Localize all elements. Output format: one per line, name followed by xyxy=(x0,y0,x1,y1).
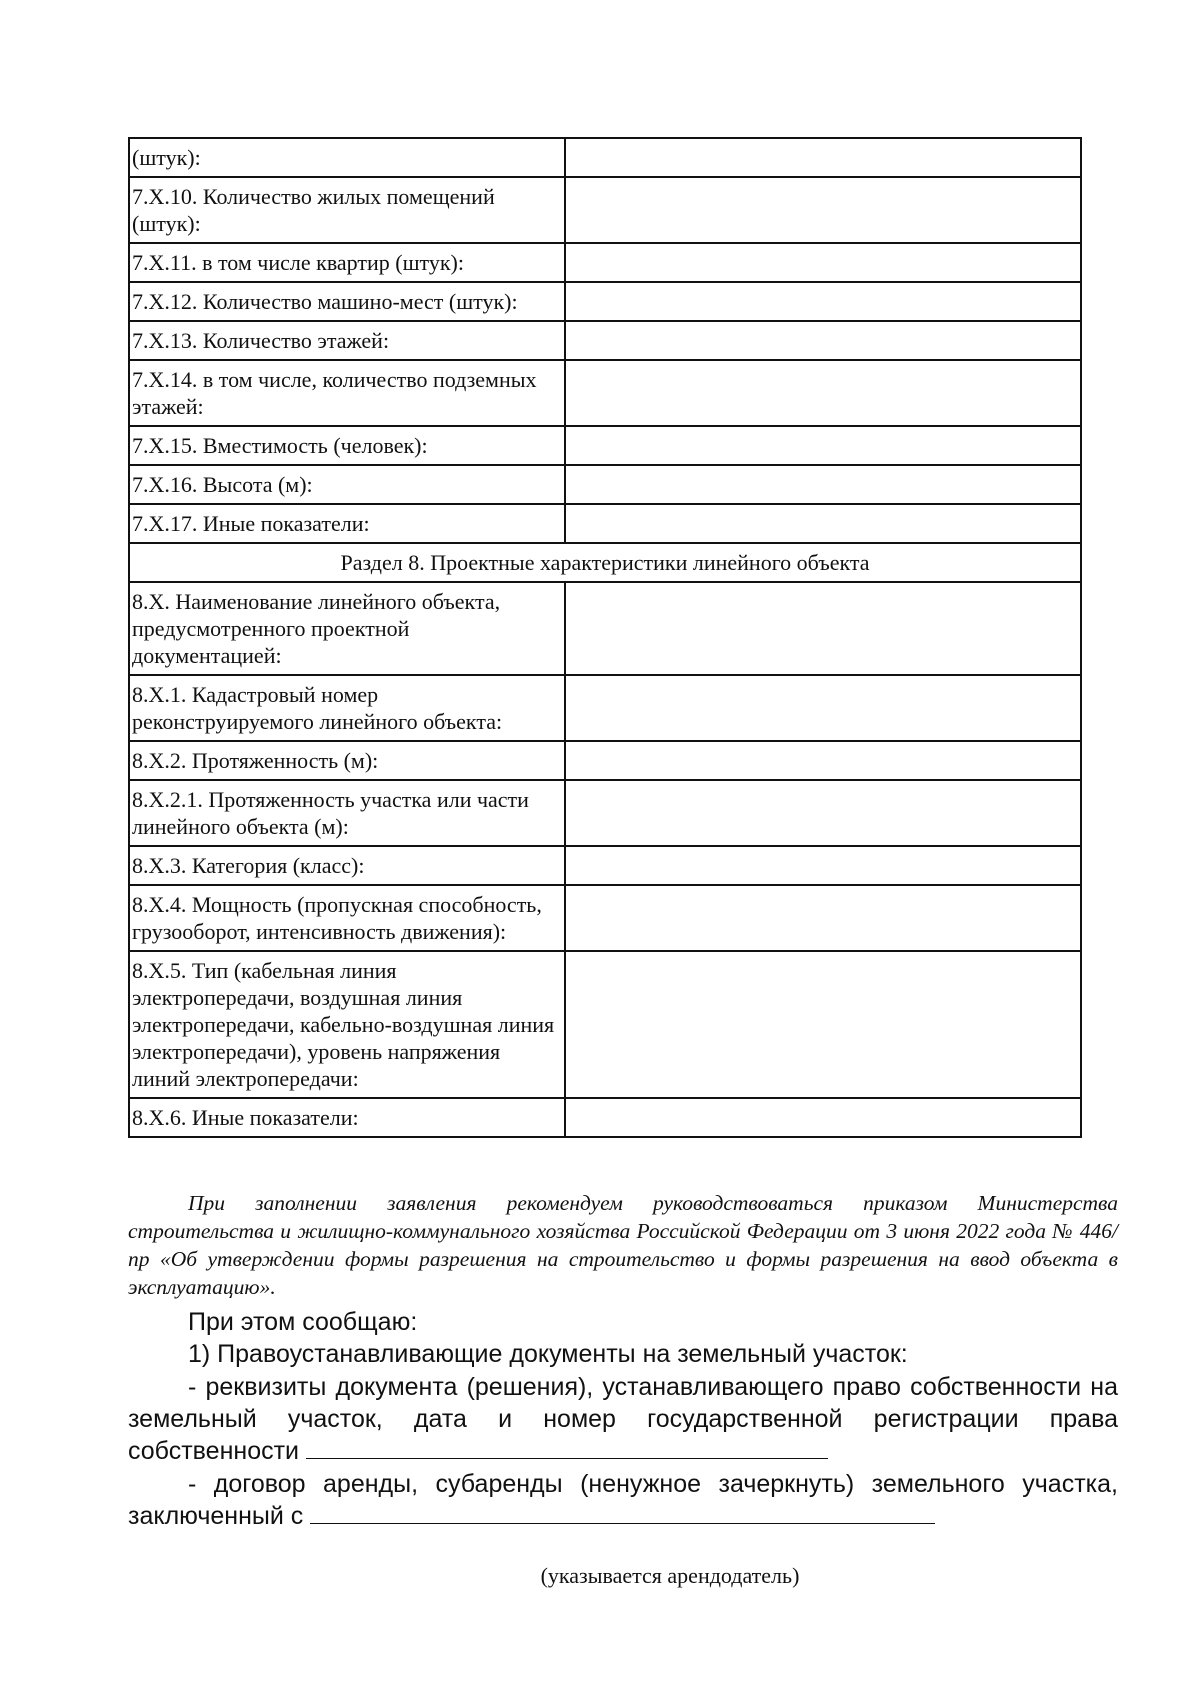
table-row xyxy=(129,675,1081,741)
row-value-field[interactable] xyxy=(565,582,1081,675)
row-label: 8.Х.6. Иные показатели: xyxy=(129,1098,565,1137)
row-label: 8.Х. Наименование линейного объекта, предусмотренного проектной документацией: xyxy=(129,582,565,675)
table-row xyxy=(129,1098,1081,1137)
land-documents-heading: 1) Правоустанавливающие документы на земельный участок: xyxy=(188,1340,908,1368)
row-value-field[interactable] xyxy=(565,780,1081,846)
lease-paragraph xyxy=(128,1468,1118,1532)
row-value-field[interactable] xyxy=(565,504,1081,543)
row-label: 7.Х.16. Высота (м): xyxy=(129,465,565,504)
table-row xyxy=(129,741,1081,780)
ownership-paragraph xyxy=(128,1371,1118,1467)
row-value-field[interactable] xyxy=(565,321,1081,360)
row-value-field[interactable] xyxy=(565,282,1081,321)
row-label: 7.Х.15. Вместимость (человек): xyxy=(129,426,565,465)
table-row xyxy=(129,504,1081,543)
table-row xyxy=(129,582,1081,675)
row-label: 8.Х.4. Мощность (пропускная способность, грузооборот, интенсивность движения): xyxy=(129,885,565,951)
row-label: 8.Х.2. Протяженность (м): xyxy=(129,741,565,780)
row-value-field[interactable] xyxy=(565,360,1081,426)
characteristics-table xyxy=(128,137,1082,1138)
row-label: 8.Х.3. Категория (класс): xyxy=(129,846,565,885)
table-row xyxy=(129,780,1081,846)
row-label: 7.Х.17. Иные показатели: xyxy=(129,504,565,543)
landlord-caption: (указывается арендодатель) xyxy=(540,1563,800,1588)
table-row xyxy=(129,243,1081,282)
table-row xyxy=(129,465,1081,504)
row-value-field[interactable] xyxy=(565,177,1081,243)
row-value-field[interactable] xyxy=(565,741,1081,780)
table-row xyxy=(129,321,1081,360)
row-value-field[interactable] xyxy=(565,675,1081,741)
table-row xyxy=(129,360,1081,426)
ownership-text: - реквизиты документа (решения), устанавливающего право собственности на земельный участок, дата и номер государственной регистрации права собственности xyxy=(128,1373,1118,1465)
recommendation-note: При заполнении заявления рекомендуем руководствоваться приказом Министерства строительства и жилищно-коммунального хозяйства Российской Федерации от 3 июня 2022 года № 446/пр «Об утверждении формы разрешения на строительство и формы разрешения на ввод объекта в эксплуатацию». xyxy=(128,1191,1118,1299)
row-label: 8.Х.1. Кадастровый номер реконструируемого линейного объекта: xyxy=(129,675,565,741)
row-label: 8.Х.2.1. Протяженность участка или части линейного объекта (м): xyxy=(129,780,565,846)
row-value-field[interactable] xyxy=(565,1098,1081,1137)
landlord-blank-field[interactable] xyxy=(310,1501,935,1524)
lease-text: - договор аренды, субаренды (ненужное зачеркнуть) земельного участка, заключенный с xyxy=(128,1470,1118,1530)
row-value-field[interactable] xyxy=(565,426,1081,465)
section-header-row xyxy=(129,543,1081,582)
row-label: 7.Х.14. в том числе, количество подземных этажей: xyxy=(129,360,565,426)
row-label: (штук): xyxy=(129,138,565,177)
inform-paragraph: При этом сообщаю: xyxy=(188,1308,418,1336)
row-label: 7.Х.13. Количество этажей: xyxy=(129,321,565,360)
table-row xyxy=(129,177,1081,243)
row-value-field[interactable] xyxy=(565,951,1081,1098)
row-label: 7.Х.11. в том числе квартир (штук): xyxy=(129,243,565,282)
row-label: 7.Х.12. Количество машино-мест (штук): xyxy=(129,282,565,321)
table-row xyxy=(129,282,1081,321)
row-value-field[interactable] xyxy=(565,846,1081,885)
section-8-title: Раздел 8. Проектные характеристики линейного объекта xyxy=(129,543,1081,582)
table-row xyxy=(129,885,1081,951)
table-row xyxy=(129,846,1081,885)
table-row xyxy=(129,426,1081,465)
row-value-field[interactable] xyxy=(565,243,1081,282)
row-value-field[interactable] xyxy=(565,885,1081,951)
row-label: 7.Х.10. Количество жилых помещений (штук): xyxy=(129,177,565,243)
table-row xyxy=(129,138,1081,177)
row-value-field[interactable] xyxy=(565,465,1081,504)
row-label: 8.Х.5. Тип (кабельная линия электропередачи, воздушная линия электропередачи, кабельно-воздушная линия электропередачи), уровень напряжения линий электропередачи: xyxy=(129,951,565,1098)
table-row xyxy=(129,951,1081,1098)
row-value-field[interactable] xyxy=(565,138,1081,177)
ownership-blank-field[interactable] xyxy=(306,1436,828,1459)
